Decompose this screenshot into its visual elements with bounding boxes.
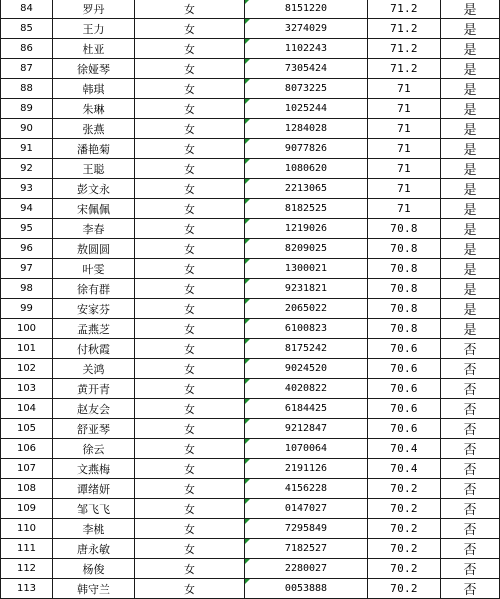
name-cell[interactable]: 关鸿 <box>53 359 135 379</box>
name-cell[interactable]: 叶雯 <box>53 259 135 279</box>
row-number-cell[interactable]: 105 <box>1 419 53 439</box>
table-row <box>1 199 500 219</box>
name-cell[interactable]: 徐云 <box>53 439 135 459</box>
qualified-flag-cell[interactable]: 是 <box>441 79 500 99</box>
score-cell[interactable]: 71.2 <box>368 59 441 79</box>
gender-cell[interactable]: 女 <box>135 19 245 39</box>
gender-cell[interactable]: 女 <box>135 199 245 219</box>
name-cell[interactable]: 邹飞飞 <box>53 499 135 519</box>
id-number-cell[interactable]: 7295849 <box>245 519 368 539</box>
score-cell[interactable]: 71.2 <box>368 0 441 19</box>
name-cell[interactable]: 文燕梅 <box>53 459 135 479</box>
gender-cell[interactable]: 女 <box>135 579 245 599</box>
name-cell[interactable]: 赵友会 <box>53 399 135 419</box>
score-cell[interactable]: 70.6 <box>368 379 441 399</box>
score-cell[interactable]: 70.4 <box>368 459 441 479</box>
table-row <box>1 479 500 499</box>
score-cell[interactable]: 70.8 <box>368 299 441 319</box>
qualified-flag-cell[interactable]: 否 <box>441 579 500 599</box>
id-number-cell[interactable]: 9077826 <box>245 139 368 159</box>
name-cell[interactable]: 潘艳菊 <box>53 139 135 159</box>
qualified-flag-cell[interactable]: 是 <box>441 279 500 299</box>
score-cell[interactable]: 70.6 <box>368 359 441 379</box>
score-cell[interactable]: 71 <box>368 79 441 99</box>
table-row <box>1 499 500 519</box>
name-cell[interactable]: 李春 <box>53 219 135 239</box>
id-number-cell[interactable]: 6100823 <box>245 319 368 339</box>
table-row <box>1 539 500 559</box>
table-row <box>1 439 500 459</box>
score-cell[interactable]: 71 <box>368 119 441 139</box>
score-cell[interactable]: 70.6 <box>368 419 441 439</box>
table-row <box>1 579 500 599</box>
table-row <box>1 299 500 319</box>
qualified-flag-cell[interactable]: 是 <box>441 179 500 199</box>
table-row <box>1 359 500 379</box>
id-number-cell[interactable]: 9024520 <box>245 359 368 379</box>
row-number-cell[interactable]: 103 <box>1 379 53 399</box>
qualified-flag-cell[interactable]: 是 <box>441 59 500 79</box>
id-number-cell[interactable]: 2065022 <box>245 299 368 319</box>
row-number-cell[interactable]: 104 <box>1 399 53 419</box>
id-number-cell[interactable]: 0147027 <box>245 499 368 519</box>
name-cell[interactable]: 韩守兰 <box>53 579 135 599</box>
table-row <box>1 379 500 399</box>
gender-cell[interactable]: 女 <box>135 299 245 319</box>
qualified-flag-cell[interactable]: 是 <box>441 319 500 339</box>
table-row <box>1 0 500 19</box>
score-cell[interactable]: 70.4 <box>368 439 441 459</box>
name-cell[interactable]: 朱琳 <box>53 99 135 119</box>
row-number-cell[interactable]: 95 <box>1 219 53 239</box>
gender-cell[interactable]: 女 <box>135 319 245 339</box>
row-number-cell[interactable]: 94 <box>1 199 53 219</box>
qualified-flag-cell[interactable]: 是 <box>441 99 500 119</box>
score-cell[interactable]: 70.2 <box>368 499 441 519</box>
table-row <box>1 339 500 359</box>
table-row <box>1 39 500 59</box>
table-row <box>1 79 500 99</box>
name-cell[interactable]: 舒亚琴 <box>53 419 135 439</box>
id-number-cell[interactable]: 7305424 <box>245 59 368 79</box>
name-cell[interactable]: 张燕 <box>53 119 135 139</box>
qualified-flag-cell[interactable]: 是 <box>441 199 500 219</box>
qualified-flag-cell[interactable]: 否 <box>441 459 500 479</box>
qualified-flag-cell[interactable]: 是 <box>441 239 500 259</box>
row-number-cell[interactable]: 99 <box>1 299 53 319</box>
qualified-flag-cell[interactable]: 是 <box>441 219 500 239</box>
name-cell[interactable]: 王聪 <box>53 159 135 179</box>
name-cell[interactable]: 王力 <box>53 19 135 39</box>
table-row <box>1 219 500 239</box>
name-cell[interactable]: 杜亚 <box>53 39 135 59</box>
id-number-cell[interactable]: 1219026 <box>245 219 368 239</box>
score-cell[interactable]: 71.2 <box>368 19 441 39</box>
gender-cell[interactable]: 女 <box>135 359 245 379</box>
row-number-cell[interactable]: 100 <box>1 319 53 339</box>
gender-cell[interactable]: 女 <box>135 439 245 459</box>
score-cell[interactable]: 70.2 <box>368 579 441 599</box>
name-cell[interactable]: 敖圆圆 <box>53 239 135 259</box>
score-cell[interactable]: 71 <box>368 159 441 179</box>
id-number-cell[interactable]: 8073225 <box>245 79 368 99</box>
gender-cell[interactable]: 女 <box>135 399 245 419</box>
name-cell[interactable]: 黄开青 <box>53 379 135 399</box>
name-cell[interactable]: 唐永敏 <box>53 539 135 559</box>
qualified-flag-cell[interactable]: 是 <box>441 259 500 279</box>
gender-cell[interactable]: 女 <box>135 119 245 139</box>
gender-cell[interactable]: 女 <box>135 379 245 399</box>
name-cell[interactable]: 徐娅琴 <box>53 59 135 79</box>
id-number-cell[interactable]: 3274029 <box>245 19 368 39</box>
gender-cell[interactable]: 女 <box>135 539 245 559</box>
row-number-cell[interactable]: 109 <box>1 499 53 519</box>
row-number-cell[interactable]: 113 <box>1 579 53 599</box>
gender-cell[interactable]: 女 <box>135 179 245 199</box>
name-cell[interactable]: 李桃 <box>53 519 135 539</box>
qualified-flag-cell[interactable]: 否 <box>441 339 500 359</box>
id-number-cell[interactable]: 8151220 <box>245 0 368 19</box>
table-row <box>1 119 500 139</box>
table-row <box>1 239 500 259</box>
table-row <box>1 459 500 479</box>
name-cell[interactable]: 罗丹 <box>53 0 135 19</box>
score-cell[interactable]: 70.6 <box>368 339 441 359</box>
row-number-cell[interactable]: 112 <box>1 559 53 579</box>
row-number-cell[interactable]: 91 <box>1 139 53 159</box>
qualified-flag-cell[interactable]: 否 <box>441 539 500 559</box>
qualified-flag-cell[interactable]: 是 <box>441 119 500 139</box>
qualified-flag-cell[interactable]: 否 <box>441 379 500 399</box>
id-number-cell[interactable]: 9231821 <box>245 279 368 299</box>
row-number-cell[interactable]: 108 <box>1 479 53 499</box>
name-cell[interactable]: 谭绪妍 <box>53 479 135 499</box>
gender-cell[interactable]: 女 <box>135 239 245 259</box>
gender-cell[interactable]: 女 <box>135 99 245 119</box>
qualified-flag-cell[interactable]: 否 <box>441 499 500 519</box>
gender-cell[interactable]: 女 <box>135 459 245 479</box>
gender-cell[interactable]: 女 <box>135 479 245 499</box>
gender-cell[interactable]: 女 <box>135 159 245 179</box>
score-cell[interactable]: 70.2 <box>368 539 441 559</box>
row-number-cell[interactable]: 86 <box>1 39 53 59</box>
qualified-flag-cell[interactable]: 否 <box>441 479 500 499</box>
gender-cell[interactable]: 女 <box>135 79 245 99</box>
name-cell[interactable]: 徐有群 <box>53 279 135 299</box>
score-cell[interactable]: 70.8 <box>368 259 441 279</box>
row-number-cell[interactable]: 90 <box>1 119 53 139</box>
table-row <box>1 179 500 199</box>
table-row <box>1 159 500 179</box>
table-row <box>1 399 500 419</box>
score-cell[interactable]: 70.2 <box>368 519 441 539</box>
table-row <box>1 59 500 79</box>
qualified-flag-cell[interactable]: 是 <box>441 299 500 319</box>
id-number-cell[interactable]: 9212847 <box>245 419 368 439</box>
qualified-flag-cell[interactable]: 是 <box>441 0 500 19</box>
row-number-cell[interactable]: 110 <box>1 519 53 539</box>
id-number-cell[interactable]: 2280027 <box>245 559 368 579</box>
id-number-cell[interactable]: 8182525 <box>245 199 368 219</box>
row-number-cell[interactable]: 97 <box>1 259 53 279</box>
row-number-cell[interactable]: 96 <box>1 239 53 259</box>
row-number-cell[interactable]: 92 <box>1 159 53 179</box>
row-number-cell[interactable]: 93 <box>1 179 53 199</box>
score-cell[interactable]: 71 <box>368 199 441 219</box>
table-row <box>1 279 500 299</box>
name-cell[interactable]: 孟燕芝 <box>53 319 135 339</box>
row-number-cell[interactable]: 111 <box>1 539 53 559</box>
gender-cell[interactable]: 女 <box>135 519 245 539</box>
gender-cell[interactable]: 女 <box>135 0 245 19</box>
table-row <box>1 559 500 579</box>
qualified-flag-cell[interactable]: 否 <box>441 559 500 579</box>
table-row <box>1 519 500 539</box>
score-cell[interactable]: 70.2 <box>368 559 441 579</box>
id-number-cell[interactable]: 7182527 <box>245 539 368 559</box>
score-cell[interactable]: 71.2 <box>368 39 441 59</box>
score-cell[interactable]: 70.2 <box>368 479 441 499</box>
name-cell[interactable]: 彭文永 <box>53 179 135 199</box>
score-cell[interactable]: 70.8 <box>368 219 441 239</box>
row-number-cell[interactable]: 89 <box>1 99 53 119</box>
results-table-body <box>1 0 500 599</box>
id-number-cell[interactable]: 1284028 <box>245 119 368 139</box>
score-cell[interactable]: 70.6 <box>368 399 441 419</box>
gender-cell[interactable]: 女 <box>135 139 245 159</box>
table-row <box>1 259 500 279</box>
row-number-cell[interactable]: 85 <box>1 19 53 39</box>
gender-cell[interactable]: 女 <box>135 279 245 299</box>
table-row <box>1 19 500 39</box>
row-number-cell[interactable]: 101 <box>1 339 53 359</box>
id-number-cell[interactable]: 2191126 <box>245 459 368 479</box>
table-row <box>1 419 500 439</box>
id-number-cell[interactable]: 1025244 <box>245 99 368 119</box>
id-number-cell[interactable]: 2213065 <box>245 179 368 199</box>
table-row <box>1 319 500 339</box>
name-cell[interactable]: 宋佩佩 <box>53 199 135 219</box>
gender-cell[interactable]: 女 <box>135 559 245 579</box>
name-cell[interactable]: 付秋霞 <box>53 339 135 359</box>
gender-cell[interactable]: 女 <box>135 259 245 279</box>
qualified-flag-cell[interactable]: 否 <box>441 419 500 439</box>
qualified-flag-cell[interactable]: 否 <box>441 519 500 539</box>
id-number-cell[interactable]: 4156228 <box>245 479 368 499</box>
score-cell[interactable]: 71 <box>368 139 441 159</box>
id-number-cell[interactable]: 8175242 <box>245 339 368 359</box>
table-row <box>1 139 500 159</box>
id-number-cell[interactable]: 1070064 <box>245 439 368 459</box>
row-number-cell[interactable]: 102 <box>1 359 53 379</box>
qualified-flag-cell[interactable]: 否 <box>441 359 500 379</box>
name-cell[interactable]: 韩琪 <box>53 79 135 99</box>
qualified-flag-cell[interactable]: 是 <box>441 19 500 39</box>
qualified-flag-cell[interactable]: 是 <box>441 39 500 59</box>
gender-cell[interactable]: 女 <box>135 219 245 239</box>
qualified-flag-cell[interactable]: 是 <box>441 159 500 179</box>
id-number-cell[interactable]: 8209025 <box>245 239 368 259</box>
score-cell[interactable]: 70.8 <box>368 239 441 259</box>
gender-cell[interactable]: 女 <box>135 499 245 519</box>
id-number-cell[interactable]: 1102243 <box>245 39 368 59</box>
qualified-flag-cell[interactable]: 是 <box>441 139 500 159</box>
qualified-flag-cell[interactable]: 否 <box>441 399 500 419</box>
gender-cell[interactable]: 女 <box>135 59 245 79</box>
score-cell[interactable]: 70.8 <box>368 319 441 339</box>
gender-cell[interactable]: 女 <box>135 339 245 359</box>
score-cell[interactable]: 71 <box>368 99 441 119</box>
row-number-cell[interactable]: 87 <box>1 59 53 79</box>
gender-cell[interactable]: 女 <box>135 419 245 439</box>
qualified-flag-cell[interactable]: 否 <box>441 439 500 459</box>
row-number-cell[interactable]: 84 <box>1 0 53 19</box>
id-number-cell[interactable]: 1080620 <box>245 159 368 179</box>
name-cell[interactable]: 杨俊 <box>53 559 135 579</box>
gender-cell[interactable]: 女 <box>135 39 245 59</box>
name-cell[interactable]: 安家芬 <box>53 299 135 319</box>
id-number-cell[interactable]: 0053888 <box>245 579 368 599</box>
table-row <box>1 99 500 119</box>
id-number-cell[interactable]: 6184425 <box>245 399 368 419</box>
row-number-cell[interactable]: 106 <box>1 439 53 459</box>
score-cell[interactable]: 71 <box>368 179 441 199</box>
id-number-cell[interactable]: 4020822 <box>245 379 368 399</box>
row-number-cell[interactable]: 98 <box>1 279 53 299</box>
id-number-cell[interactable]: 1300021 <box>245 259 368 279</box>
row-number-cell[interactable]: 88 <box>1 79 53 99</box>
score-cell[interactable]: 70.8 <box>368 279 441 299</box>
row-number-cell[interactable]: 107 <box>1 459 53 479</box>
